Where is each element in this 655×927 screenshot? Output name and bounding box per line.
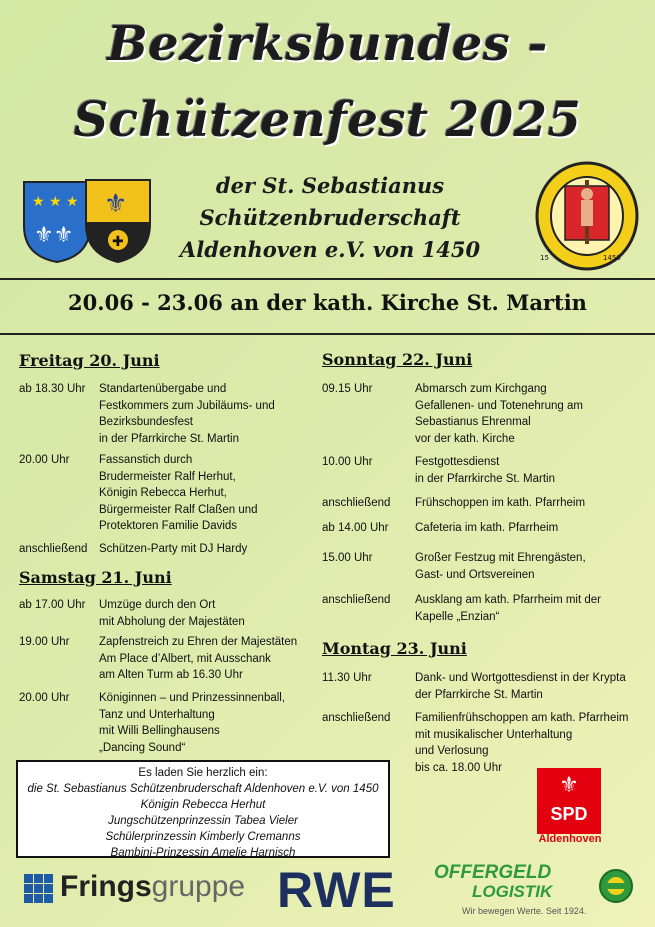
event-item: 20.00 Uhr Königinnen – und Prinzessinnenball, Tanz und Unterhaltung mit Willi Bellinghausens „Dancing Sound“ (19, 692, 286, 754)
event-item: 11.30 Uhr Dank- und Wortgottesdienst in der Krypta der Pfarrkirche St. Martin (322, 672, 626, 701)
svg-text:★ ★ ★: ★ ★ ★ (32, 194, 79, 210)
title-line-2: Schützenfest 2025 (73, 92, 582, 148)
event-item: 10.00 Uhr Festgottesdienst in der Pfarrkirche St. Martin (322, 456, 555, 485)
day-heading-sunday: Sonntag 22. Juni (322, 350, 473, 369)
day-heading-monday: Montag 23. Juni (322, 639, 467, 658)
spd-logo (537, 768, 601, 834)
fleur-icon: ⚜ (559, 772, 579, 797)
invitation-line: Bambini-Prinzessin Amelie Harnisch (110, 847, 296, 859)
svg-text:⚜: ⚜ (104, 189, 128, 219)
spd-sublabel: Aldenhoven (538, 833, 602, 845)
spd-label: SPD (550, 804, 588, 824)
event-item: 20.00 Uhr Fassanstich durch Brudermeister Ralf Herhut, Königin Rebecca Herhut, Bürgermeister Ralf Claßen und Protektoren Familie Davids (19, 454, 258, 532)
event-item: 15.00 Uhr Großer Festzug mit Ehrengästen, Gast- und Ortsvereinen (322, 552, 586, 581)
event-item: ab 17.00 Uhr Umzüge durch den Ort mit Abholung der Majestäten (19, 599, 245, 628)
day-heading-friday: Freitag 20. Juni (19, 351, 160, 370)
divider-top (0, 278, 655, 280)
invitation-line: Jungschützenprinzessin Tabea Vieler (108, 815, 298, 827)
svg-text:⚜⚜: ⚜⚜ (34, 223, 74, 248)
brotherhood-emblem-icon (533, 160, 641, 272)
org-line-1: der St. Sebastianus (215, 173, 445, 198)
divider-bottom (0, 333, 655, 335)
event-item: anschließend Frühschoppen im kath. Pfarrheim (322, 497, 586, 509)
invitation-box (16, 760, 390, 858)
frings-logo: Fringsgruppe (60, 870, 246, 903)
event-item: anschließend Familienfrühschoppen am kath. Pfarrheim mit musikalischer Unterhaltung und Verlosung bis ca. 18.00 Uhr (322, 712, 629, 774)
offergeld-circle-icon (598, 868, 634, 904)
day-heading-saturday: Samstag 21. Juni (19, 568, 172, 587)
org-line-3: Aldenhoven e.V. von 1450 (179, 237, 481, 262)
event-item: anschließend Ausklang am kath. Pfarrheim mit der Kapelle „Enzian“ (322, 594, 601, 623)
title-line-1: Bezirksbundes - (107, 16, 548, 72)
invitation-line: die St. Sebastianus Schützenbruderschaft Aldenhoven e.V. von 1450 (27, 783, 379, 795)
event-item: 19.00 Uhr Zapfenstreich zu Ehren der Majestäten Am Place d’Albert, mit Ausschank am Alten Turm ab 16.30 Uhr (19, 636, 298, 681)
invitation-line: Königin Rebecca Herhut (140, 799, 266, 811)
svg-text:15: 15 (540, 254, 549, 262)
svg-text:✚: ✚ (112, 234, 124, 250)
offergeld-logo: OFFERGELD LOGISTIK Wir bewegen Werte. Seit 1924. (434, 862, 587, 916)
svg-text:1450: 1450 (603, 254, 621, 262)
event-item: ab 14.00 Uhr Cafeteria im kath. Pfarrheim (322, 522, 559, 534)
invitation-line: Schülerprinzessin Kimberly Cremanns (105, 831, 301, 843)
event-item: 09.15 Uhr Abmarsch zum Kirchgang Gefallenen- und Totenehrung am Sebastianus Ehrenmal vor der kath. Kirche (322, 383, 583, 445)
rwe-logo: RWE (277, 862, 396, 918)
frings-grid-icon (24, 874, 54, 904)
event-item: ab 18.30 Uhr Standartenübergabe und Festkommers zum Jubiläums- und Bezirksbundesfest in der Pfarrkirche St. Martin (19, 383, 275, 445)
org-line-2: Schützenbruderschaft (199, 205, 461, 230)
event-item: anschließend Schützen-Party mit DJ Hardy (19, 543, 248, 555)
coat-of-arms-icon (20, 176, 154, 264)
invitation-heading: Es laden Sie herzlich ein: (138, 767, 268, 779)
dateline: 20.06 - 23.06 an der kath. Kirche St. Martin (68, 290, 587, 315)
